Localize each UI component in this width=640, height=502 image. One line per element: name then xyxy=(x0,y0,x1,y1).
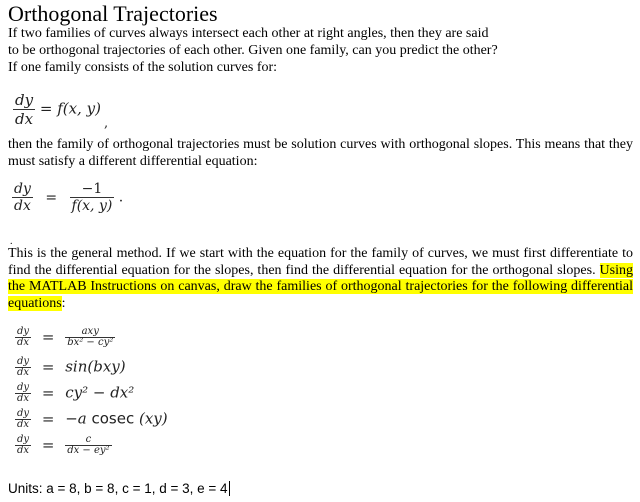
derivative-fraction xyxy=(12,181,33,214)
equals-sign: = xyxy=(41,409,55,428)
equals-sign: = xyxy=(45,189,58,206)
derivative-denominator: dx xyxy=(17,367,30,378)
fraction-numerator: −1 xyxy=(70,181,115,198)
equation-4 xyxy=(15,409,168,430)
derivative-fraction xyxy=(15,327,31,348)
derivative-numerator: dy xyxy=(17,326,30,337)
rhs-denominator: dx − ey² xyxy=(67,445,110,456)
text-cursor xyxy=(229,481,230,496)
equation-rhs: sin(bxy) xyxy=(65,357,126,376)
cosec-function: cosec xyxy=(91,409,135,428)
rhs-argument: (xy) xyxy=(139,409,168,428)
paragraph-method xyxy=(8,246,633,312)
rhs-coefficient: −a xyxy=(65,409,87,428)
method-text: This is the general method. If we start with the equation for the family of curves, we must first differentiate to find the differential equation for the slopes, then find the differential equation for the orthogonal slopes. xyxy=(8,246,633,278)
highlighted-instruction: Using the MATLAB Instructions on canvas, draw the families of orthogonal trajectories for the following differential equations xyxy=(8,262,633,311)
equals-sign: = xyxy=(41,383,55,402)
negative-reciprocal-fraction xyxy=(70,181,115,214)
paragraph-orthogonal-slopes: then the family of orthogonal trajectories must be solution curves with orthogonal slopes. This means that they must satisfy a different differential equation: xyxy=(8,137,633,169)
equals-sign: = xyxy=(41,435,55,454)
method-tail: : xyxy=(61,295,66,311)
intro-line-1: If two families of curves always intersect each other at right angles, then they are said xyxy=(8,26,489,41)
equation-2 xyxy=(15,357,126,378)
derivative-numerator: dy xyxy=(17,408,30,419)
derivative-numerator: dy xyxy=(14,181,31,197)
intro-line-3: If one family consists of the solution curves for: xyxy=(8,60,278,75)
equation-slope-family xyxy=(13,91,101,128)
equation-orthogonal-slopes xyxy=(12,181,123,214)
derivative-denominator: dx xyxy=(17,393,30,404)
derivative-denominator: dx xyxy=(17,337,30,348)
derivative-fraction xyxy=(15,357,31,378)
equation-rhs: cy² − dx² xyxy=(65,383,135,402)
derivative-numerator: dy xyxy=(17,356,30,367)
units-line[interactable] xyxy=(8,481,230,496)
rhs-denominator: bx² − cy² xyxy=(67,337,114,348)
stray-period: . xyxy=(10,236,13,247)
rhs-numerator: axy xyxy=(65,327,115,338)
equals-sign: = xyxy=(41,327,55,346)
derivative-fraction xyxy=(15,383,31,404)
document-title: Orthogonal Trajectories xyxy=(8,1,218,26)
equals-sign: = xyxy=(41,357,55,376)
units-text: Units: a = 8, b = 8, c = 1, d = 3, e = 4 xyxy=(8,481,228,496)
derivative-numerator: dy xyxy=(17,382,30,393)
derivative-denominator: dx xyxy=(17,419,30,430)
rhs-numerator: c xyxy=(65,435,111,446)
intro-line-2: to be orthogonal trajectories of each other. Given one family, can you predict the other? xyxy=(8,43,498,58)
equation-rhs: = f(x, y) xyxy=(39,99,101,118)
derivative-fraction xyxy=(13,91,35,128)
derivative-numerator: dy xyxy=(17,434,30,445)
fraction-denominator: f(x, y) xyxy=(71,198,113,214)
equation-1 xyxy=(15,327,115,348)
derivative-denominator: dx xyxy=(14,198,31,214)
rhs-fraction xyxy=(65,327,115,348)
equation-comma: , xyxy=(104,116,109,131)
derivative-fraction xyxy=(15,409,31,430)
equation-period: . xyxy=(118,189,124,206)
equation-5 xyxy=(15,435,112,456)
derivative-denominator: dx xyxy=(15,110,34,128)
derivative-denominator: dx xyxy=(17,445,30,456)
derivative-numerator: dy xyxy=(15,91,34,109)
rhs-fraction xyxy=(65,435,111,456)
derivative-fraction xyxy=(15,435,31,456)
equation-3 xyxy=(15,383,134,404)
